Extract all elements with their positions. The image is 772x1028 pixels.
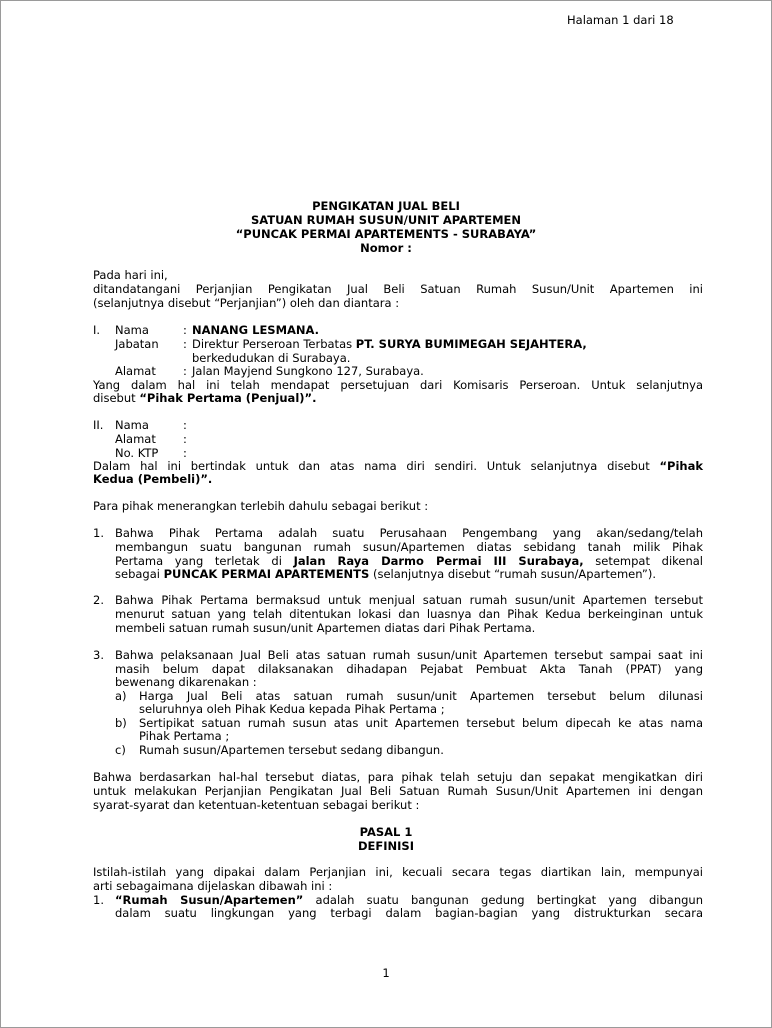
- title-number: Nomor :: [360, 241, 412, 255]
- recital-2-line-1: Bahwa Pihak Pertama bermaksud untuk menjual satuan rumah susun/unit Apartemen tersebut: [115, 593, 703, 607]
- agreement-line-2: untuk melakukan Perjanjian Pengikatan Jual Beli Satuan Rumah Susun/Unit Apartemen ini dengan: [93, 784, 703, 798]
- recital-3-number: 3.: [93, 648, 104, 662]
- intro-line-1: Pada hari ini,: [93, 268, 168, 282]
- recital-3-line-1: Bahwa pelaksanaan Jual Beli atas satuan rumah susun/unit Apartemen tersebut sampai saat ini: [115, 648, 703, 662]
- intro-line-3: (selanjutnya disebut “Perjanjian”) oleh dan diantara :: [93, 296, 400, 310]
- recital-2-line-3: membeli satuan rumah susun/unit Apartemen diatas dari Pihak Pertama.: [115, 621, 536, 635]
- defined-term: “Rumah Susun/Apartemen”: [115, 893, 304, 907]
- title-line-2: SATUAN RUMAH SUSUN/UNIT APARTEMEN: [250, 213, 522, 227]
- recital-3a-label: a): [115, 689, 127, 703]
- recital-1-line-1: Bahwa Pihak Pertama adalah suatu Perusahaan Pengembang yang akan/sedang/telah: [115, 526, 703, 540]
- party2-numeral: II.: [93, 418, 104, 432]
- party1-position-label: Jabatan: [115, 337, 159, 351]
- party1-position-domicile: berkedudukan di Surabaya.: [192, 351, 351, 365]
- party1-name-colon: :: [183, 323, 187, 337]
- party1-position-colon: :: [183, 337, 187, 351]
- property-address: Jalan Raya Darmo Permai III Surabaya,: [293, 554, 584, 568]
- party2-address-colon: :: [183, 432, 187, 446]
- recital-3b-line-1: Sertipikat satuan rumah susun atas unit Apartemen tersebut belum dipecah ke atas nama: [139, 716, 703, 730]
- party1-designation: “Pihak Pertama (Penjual)”.: [139, 391, 317, 405]
- party2-desc-line-1: Dalam hal ini bertindak untuk dan atas nama diri sendiri. Untuk selanjutnya disebut “Pihak: [93, 459, 703, 473]
- recital-3b-label: b): [115, 716, 127, 730]
- party2-ktp-colon: :: [183, 446, 187, 460]
- party2-name-label: Nama: [115, 418, 149, 432]
- recital-3b-line-2: Pihak Pertama ;: [139, 729, 230, 743]
- party1-desc-line-2: disebut “Pihak Pertama (Penjual)”.: [93, 391, 317, 405]
- party1-desc-line-1: Yang dalam hal ini telah mendapat persetujuan dari Komisaris Perseroan. Untuk selanjutnya: [93, 378, 703, 392]
- recital-3-line-3: bewenang dikarenakan :: [115, 675, 257, 689]
- recital-2-number: 2.: [93, 593, 104, 607]
- party1-name-value: NANANG LESMANA.: [192, 323, 320, 337]
- party1-address-label: Alamat: [115, 364, 156, 378]
- recital-1-number: 1.: [93, 526, 104, 540]
- recital-1-line-4: sebagai PUNCAK PERMAI APARTEMENTS (selanjutnya disebut “rumah susun/Apartemen”).: [115, 567, 656, 581]
- definition-1-number: 1.: [93, 893, 104, 907]
- definition-1-line-2: dalam suatu lingkungan yang terbagi dalam bagian-bagian yang distrukturkan secara: [115, 906, 703, 920]
- recital-3c-line-1: Rumah susun/Apartemen tersebut sedang dibangun.: [139, 743, 444, 757]
- party1-address-value: Jalan Mayjend Sungkono 127, Surabaya.: [192, 364, 424, 378]
- title-line-1: PENGIKATAN JUAL BELI: [312, 199, 460, 213]
- party1-numeral: I.: [93, 323, 101, 337]
- recital-3a-line-2: seluruhnya oleh Pihak Kedua kepada Pihak Pertama ;: [139, 702, 445, 716]
- agreement-line-3: syarat-syarat dan ketentuan-ketentuan sebagai berikut :: [93, 798, 420, 812]
- party1-name-label: Nama: [115, 323, 149, 337]
- article-heading: PASAL 1: [359, 825, 413, 839]
- recital-1-line-3: Pertama yang terletak di Jalan Raya Darmo Permai III Surabaya, setempat dikenal: [115, 554, 704, 568]
- recital-3a-line-1: Harga Jual Beli atas satuan rumah susun/unit Apartemen tersebut belum dilunasi: [139, 689, 703, 703]
- intro-line-2: ditandatangani Perjanjian Pengikatan Jual Beli Satuan Rumah Susun/Unit Apartemen ini: [93, 282, 703, 296]
- definitions-intro-line-2: arti sebagaimana dijelaskan dibawah ini :: [93, 879, 333, 893]
- page-counter: Halaman 1 dari 18: [567, 13, 674, 27]
- party1-address-colon: :: [183, 364, 187, 378]
- agreement-line-1: Bahwa berdasarkan hal-hal tersebut diatas, para pihak telah setuju dan sepakat mengikatkan diri: [93, 770, 703, 784]
- title-line-3: “PUNCAK PERMAI APARTEMENTS - SURABAYA”: [235, 227, 537, 241]
- party2-ktp-label: No. KTP: [115, 446, 159, 460]
- party2-desc-line-2: Kedua (Pembeli)”.: [93, 472, 213, 486]
- company-name: PT. SURYA BUMIMEGAH SEJAHTERA,: [355, 337, 587, 351]
- recital-2-line-2: menurut satuan yang telah ditentukan lokasi dan luasnya dan Pihak Kedua berkeinginan untuk: [115, 607, 703, 621]
- project-name: PUNCAK PERMAI APARTEMENTS: [163, 567, 370, 581]
- definitions-intro-line-1: Istilah-istilah yang dipakai dalam Perjanjian ini, kecuali secara tegas diartikan lain, mempunyai: [93, 865, 703, 879]
- party2-name-colon: :: [183, 418, 187, 432]
- party2-address-label: Alamat: [115, 432, 156, 446]
- article-subheading: DEFINISI: [357, 839, 414, 853]
- recital-1-line-2: membangun suatu bangunan rumah susun/Apartemen diatas sebidang tanah milik Pihak: [115, 540, 703, 554]
- page-number: 1: [382, 966, 390, 980]
- recital-3-line-2: masih belum dapat dilaksanakan dihadapan Pejabat Pembuat Akta Tanah (PPAT) yang: [115, 662, 703, 676]
- party1-position-value: Direktur Perseroan Terbatas PT. SURYA BUMIMEGAH SEJAHTERA,: [192, 337, 587, 351]
- definition-1-line-1: “Rumah Susun/Apartemen” adalah suatu bangunan gedung bertingkat yang dibangun: [115, 893, 704, 907]
- recital-intro: Para pihak menerangkan terlebih dahulu sebagai berikut :: [93, 499, 429, 513]
- recital-3c-label: c): [115, 743, 126, 757]
